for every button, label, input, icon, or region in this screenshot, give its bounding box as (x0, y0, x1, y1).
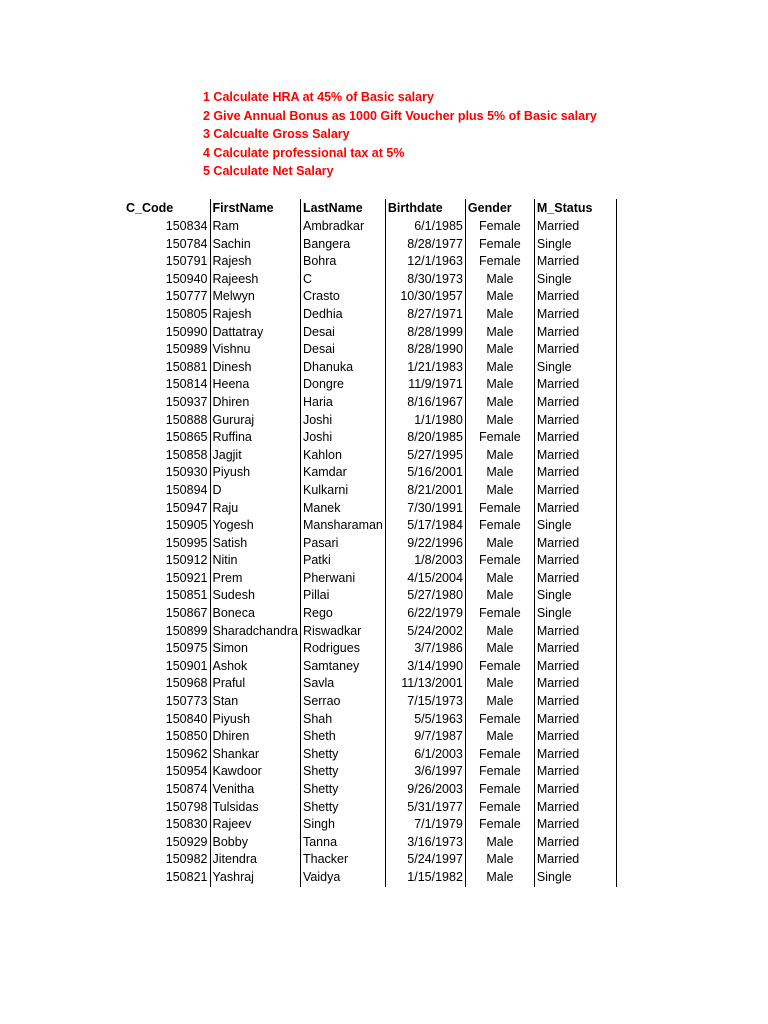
c-code-cell[interactable]: 150989 (165, 342, 208, 357)
instruction-line: 5 Calculate Net Salary (203, 164, 334, 179)
lastname-cell[interactable]: Bohra (300, 253, 385, 271)
birthdate-cell[interactable]: 3/14/1990 (385, 658, 465, 676)
table-row (124, 482, 616, 500)
gender-cell[interactable]: Male (465, 464, 534, 482)
firstname-cell[interactable]: Ram (210, 218, 300, 236)
birthdate-cell[interactable]: 5/31/1977 (385, 799, 465, 817)
table-row (124, 429, 616, 447)
birthdate-cell[interactable]: 1/8/2003 (385, 552, 465, 570)
gender-cell[interactable]: Male (465, 570, 534, 588)
m-status-cell[interactable]: Married (534, 675, 616, 693)
birthdate-cell[interactable]: 8/21/2001 (385, 482, 465, 500)
instruction-line: 1 Calculate HRA at 45% of Basic salary (203, 90, 434, 104)
gender-cell[interactable]: Male (465, 359, 534, 377)
lastname-cell[interactable]: Desai (300, 324, 385, 342)
c-code-cell[interactable]: 150858 (165, 447, 208, 462)
table-row (124, 306, 616, 324)
c-code-cell[interactable]: 150982 (165, 852, 208, 867)
c-code-cell[interactable]: 150968 (165, 676, 208, 691)
table-row (124, 781, 616, 799)
table-row (124, 658, 616, 676)
lastname-cell[interactable]: Joshi (300, 412, 385, 430)
lastname-cell[interactable]: Kulkarni (300, 482, 385, 500)
instruction-line: 4 Calculate professional tax at 5% (203, 145, 405, 160)
gender-cell[interactable]: Male (465, 306, 534, 324)
m-status-cell[interactable]: Married (534, 746, 616, 764)
m-status-cell[interactable]: Single (534, 869, 616, 887)
gender-cell[interactable]: Female (465, 517, 534, 535)
m-status-cell[interactable]: Married (534, 693, 616, 711)
table-row (124, 464, 616, 482)
employee-table (124, 199, 617, 887)
header-row (124, 199, 616, 218)
c-code-cell[interactable]: 150954 (165, 764, 208, 779)
table-row (124, 728, 616, 746)
m-status-cell[interactable]: Married (534, 552, 616, 570)
header-gender[interactable]: Gender (465, 199, 534, 218)
instructions-block (203, 88, 597, 181)
c-code-cell[interactable]: 150865 (165, 430, 208, 445)
m-status-cell[interactable]: Married (534, 535, 616, 553)
table-row (124, 799, 616, 817)
gender-cell[interactable]: Female (465, 763, 534, 781)
lastname-cell[interactable]: Rego (300, 605, 385, 623)
lastname-cell[interactable]: Shetty (300, 781, 385, 799)
table-row (124, 587, 616, 605)
c-code-cell[interactable]: 150930 (165, 465, 208, 480)
birthdate-cell[interactable]: 5/24/2002 (385, 623, 465, 641)
m-status-cell[interactable]: Single (534, 517, 616, 535)
m-status-cell[interactable]: Married (534, 623, 616, 641)
firstname-cell[interactable]: Yogesh (210, 517, 300, 535)
firstname-cell[interactable]: Stan (210, 693, 300, 711)
table-row (124, 623, 616, 641)
c-code-cell[interactable]: 150901 (165, 658, 208, 673)
c-code-cell[interactable]: 150850 (165, 729, 208, 744)
firstname-cell[interactable]: Rajeev (210, 816, 300, 834)
table-row (124, 253, 616, 271)
m-status-cell[interactable]: Married (534, 324, 616, 342)
firstname-cell[interactable]: Yashraj (210, 869, 300, 887)
lastname-cell[interactable]: Serrao (300, 693, 385, 711)
lastname-cell[interactable]: Haria (300, 394, 385, 412)
table-row (124, 324, 616, 342)
birthdate-cell[interactable]: 11/9/1971 (385, 376, 465, 394)
table-row (124, 816, 616, 834)
m-status-cell[interactable]: Married (534, 482, 616, 500)
gender-cell[interactable]: Female (465, 746, 534, 764)
c-code-cell[interactable]: 150830 (165, 817, 208, 832)
firstname-cell[interactable]: Sachin (210, 236, 300, 254)
c-code-cell[interactable]: 150921 (165, 570, 208, 585)
gender-cell[interactable]: Male (465, 834, 534, 852)
birthdate-cell[interactable]: 6/1/1985 (385, 218, 465, 236)
header-m-status[interactable]: M_Status (534, 199, 616, 218)
birthdate-cell[interactable]: 12/1/1963 (385, 253, 465, 271)
c-code-cell[interactable]: 150962 (165, 746, 208, 761)
table-row (124, 711, 616, 729)
m-status-cell[interactable]: Single (534, 605, 616, 623)
m-status-cell[interactable]: Married (534, 658, 616, 676)
m-status-cell[interactable]: Married (534, 447, 616, 465)
lastname-cell[interactable]: Sheth (300, 728, 385, 746)
firstname-cell[interactable]: Jitendra (210, 851, 300, 869)
gender-cell[interactable]: Female (465, 799, 534, 817)
lastname-cell[interactable]: Dongre (300, 376, 385, 394)
m-status-cell[interactable]: Married (534, 816, 616, 834)
gender-cell[interactable]: Male (465, 728, 534, 746)
gender-cell[interactable]: Male (465, 412, 534, 430)
firstname-cell[interactable]: Jagjit (210, 447, 300, 465)
lastname-cell[interactable]: Kahlon (300, 447, 385, 465)
firstname-cell[interactable]: Nitin (210, 552, 300, 570)
lastname-cell[interactable]: Savla (300, 675, 385, 693)
firstname-cell[interactable]: Vishnu (210, 341, 300, 359)
lastname-cell[interactable]: Bangera (300, 236, 385, 254)
m-status-cell[interactable]: Married (534, 306, 616, 324)
table-row (124, 535, 616, 553)
firstname-cell[interactable]: Rajesh (210, 253, 300, 271)
c-code-cell[interactable]: 150888 (165, 412, 208, 427)
table-row (124, 517, 616, 535)
m-status-cell[interactable]: Single (534, 359, 616, 377)
lastname-cell[interactable]: Shetty (300, 799, 385, 817)
m-status-cell[interactable]: Single (534, 587, 616, 605)
birthdate-cell[interactable]: 5/27/1980 (385, 587, 465, 605)
gender-cell[interactable]: Female (465, 236, 534, 254)
birthdate-cell[interactable]: 8/16/1967 (385, 394, 465, 412)
lastname-cell[interactable]: Patki (300, 552, 385, 570)
c-code-cell[interactable]: 150990 (165, 324, 208, 339)
m-status-cell[interactable]: Married (534, 218, 616, 236)
m-status-cell[interactable]: Married (534, 464, 616, 482)
m-status-cell[interactable]: Married (534, 834, 616, 852)
m-status-cell[interactable]: Married (534, 253, 616, 271)
birthdate-cell[interactable]: 1/15/1982 (385, 869, 465, 887)
table-row (124, 447, 616, 465)
gender-cell[interactable]: Male (465, 587, 534, 605)
firstname-cell[interactable]: Prem (210, 570, 300, 588)
birthdate-cell[interactable]: 8/30/1973 (385, 271, 465, 289)
firstname-cell[interactable]: Venitha (210, 781, 300, 799)
lastname-cell[interactable]: Joshi (300, 429, 385, 447)
c-code-cell[interactable]: 150851 (165, 588, 208, 603)
table-row (124, 552, 616, 570)
table-row (124, 763, 616, 781)
firstname-cell[interactable]: Sudesh (210, 587, 300, 605)
table-row (124, 218, 616, 236)
firstname-cell[interactable]: Rajesh (210, 306, 300, 324)
c-code-cell[interactable]: 150995 (165, 535, 208, 550)
firstname-cell[interactable]: Sharadchandra (210, 623, 300, 641)
birthdate-cell[interactable]: 9/26/2003 (385, 781, 465, 799)
lastname-cell[interactable]: Ambradkar (300, 218, 385, 236)
c-code-cell[interactable]: 150814 (165, 377, 208, 392)
m-status-cell[interactable]: Married (534, 711, 616, 729)
gender-cell[interactable]: Male (465, 271, 534, 289)
m-status-cell[interactable]: Single (534, 236, 616, 254)
birthdate-cell[interactable]: 8/28/1990 (385, 341, 465, 359)
firstname-cell[interactable]: Ruffina (210, 429, 300, 447)
c-code-cell[interactable]: 150867 (165, 606, 208, 621)
table-row (124, 288, 616, 306)
table-row (124, 500, 616, 518)
m-status-cell[interactable]: Married (534, 376, 616, 394)
gender-cell[interactable]: Male (465, 851, 534, 869)
firstname-cell[interactable]: Tulsidas (210, 799, 300, 817)
c-code-cell[interactable]: 150805 (165, 306, 208, 321)
gender-cell[interactable]: Female (465, 552, 534, 570)
birthdate-cell[interactable]: 8/20/1985 (385, 429, 465, 447)
table-row (124, 640, 616, 658)
birthdate-cell[interactable]: 8/27/1971 (385, 306, 465, 324)
birthdate-cell[interactable]: 5/24/1997 (385, 851, 465, 869)
table-row (124, 851, 616, 869)
table-row (124, 236, 616, 254)
birthdate-cell[interactable]: 11/13/2001 (385, 675, 465, 693)
table-row (124, 834, 616, 852)
gender-cell[interactable]: Female (465, 429, 534, 447)
firstname-cell[interactable]: Piyush (210, 711, 300, 729)
lastname-cell[interactable]: Manek (300, 500, 385, 518)
birthdate-cell[interactable]: 5/5/1963 (385, 711, 465, 729)
table-row (124, 394, 616, 412)
table-row (124, 570, 616, 588)
header-c-code[interactable]: C_Code (126, 200, 174, 215)
firstname-cell[interactable]: Praful (210, 675, 300, 693)
firstname-cell[interactable]: Ashok (210, 658, 300, 676)
birthdate-cell[interactable]: 7/15/1973 (385, 693, 465, 711)
c-code-cell[interactable]: 150929 (165, 834, 208, 849)
firstname-cell[interactable]: Kawdoor (210, 763, 300, 781)
c-code-cell[interactable]: 150947 (165, 500, 208, 515)
lastname-cell[interactable]: Mansharaman (300, 517, 385, 535)
lastname-cell[interactable]: Singh (300, 816, 385, 834)
table-row (124, 412, 616, 430)
m-status-cell[interactable]: Married (534, 500, 616, 518)
m-status-cell[interactable]: Married (534, 851, 616, 869)
firstname-cell[interactable]: Dattatray (210, 324, 300, 342)
lastname-cell[interactable]: Dedhia (300, 306, 385, 324)
lastname-cell[interactable]: Shetty (300, 746, 385, 764)
lastname-cell[interactable]: Crasto (300, 288, 385, 306)
table-row (124, 675, 616, 693)
lastname-cell[interactable]: Pasari (300, 535, 385, 553)
birthdate-cell[interactable]: 9/22/1996 (385, 535, 465, 553)
c-code-cell[interactable]: 150784 (165, 236, 208, 251)
birthdate-cell[interactable]: 6/22/1979 (385, 605, 465, 623)
lastname-cell[interactable]: Rodrigues (300, 640, 385, 658)
c-code-cell[interactable]: 150912 (165, 553, 208, 568)
firstname-cell[interactable]: Raju (210, 500, 300, 518)
lastname-cell[interactable]: Tanna (300, 834, 385, 852)
lastname-cell[interactable]: Desai (300, 341, 385, 359)
firstname-cell[interactable]: Bobby (210, 834, 300, 852)
lastname-cell[interactable]: Shetty (300, 763, 385, 781)
birthdate-cell[interactable]: 4/15/2004 (385, 570, 465, 588)
gender-cell[interactable]: Male (465, 535, 534, 553)
gender-cell[interactable]: Female (465, 781, 534, 799)
gender-cell[interactable]: Male (465, 376, 534, 394)
gender-cell[interactable]: Male (465, 693, 534, 711)
table-row (124, 376, 616, 394)
gender-cell[interactable]: Male (465, 675, 534, 693)
header-firstname[interactable]: FirstName (210, 199, 300, 218)
lastname-cell[interactable]: Pherwani (300, 570, 385, 588)
c-code-cell[interactable]: 150840 (165, 711, 208, 726)
firstname-cell[interactable]: Dhiren (210, 394, 300, 412)
gender-cell[interactable]: Female (465, 500, 534, 518)
gender-cell[interactable]: Female (465, 711, 534, 729)
birthdate-cell[interactable]: 3/7/1986 (385, 640, 465, 658)
instruction-line: 2 Give Annual Bonus as 1000 Gift Voucher plus 5% of Basic salary (203, 108, 597, 123)
lastname-cell[interactable]: Pillai (300, 587, 385, 605)
birthdate-cell[interactable]: 3/6/1997 (385, 763, 465, 781)
c-code-cell[interactable]: 150937 (165, 394, 208, 409)
birthdate-cell[interactable]: 7/30/1991 (385, 500, 465, 518)
lastname-cell[interactable]: Samtaney (300, 658, 385, 676)
firstname-cell[interactable]: Piyush (210, 464, 300, 482)
table-row (124, 693, 616, 711)
lastname-cell[interactable]: Thacker (300, 851, 385, 869)
gender-cell[interactable]: Male (465, 640, 534, 658)
birthdate-cell[interactable]: 10/30/1957 (385, 288, 465, 306)
gender-cell[interactable]: Male (465, 447, 534, 465)
table-row (124, 359, 616, 377)
m-status-cell[interactable]: Married (534, 429, 616, 447)
c-code-cell[interactable]: 150821 (165, 869, 208, 884)
gender-cell[interactable]: Male (465, 623, 534, 641)
firstname-cell[interactable]: Rajeesh (210, 271, 300, 289)
c-code-cell[interactable]: 150905 (165, 518, 208, 533)
firstname-cell[interactable]: Satish (210, 535, 300, 553)
birthdate-cell[interactable]: 5/16/2001 (385, 464, 465, 482)
firstname-cell[interactable]: Gururaj (210, 412, 300, 430)
gender-cell[interactable]: Male (465, 341, 534, 359)
m-status-cell[interactable]: Married (534, 570, 616, 588)
firstname-cell[interactable]: Melwyn (210, 288, 300, 306)
birthdate-cell[interactable]: 6/1/2003 (385, 746, 465, 764)
gender-cell[interactable]: Female (465, 218, 534, 236)
m-status-cell[interactable]: Married (534, 341, 616, 359)
birthdate-cell[interactable]: 8/28/1999 (385, 324, 465, 342)
c-code-cell[interactable]: 150975 (165, 641, 208, 656)
birthdate-cell[interactable]: 5/17/1984 (385, 517, 465, 535)
birthdate-cell[interactable]: 8/28/1977 (385, 236, 465, 254)
birthdate-cell[interactable]: 9/7/1987 (385, 728, 465, 746)
c-code-cell[interactable]: 150798 (165, 799, 208, 814)
gender-cell[interactable]: Male (465, 869, 534, 887)
m-status-cell[interactable]: Married (534, 799, 616, 817)
m-status-cell[interactable]: Single (534, 271, 616, 289)
c-code-cell[interactable]: 150777 (165, 289, 208, 304)
gender-cell[interactable]: Male (465, 324, 534, 342)
birthdate-cell[interactable]: 7/1/1979 (385, 816, 465, 834)
c-code-cell[interactable]: 150881 (165, 359, 208, 374)
c-code-cell[interactable]: 150874 (165, 782, 208, 796)
header-birthdate[interactable]: Birthdate (385, 199, 465, 218)
firstname-cell[interactable]: Shankar (210, 746, 300, 764)
c-code-cell[interactable]: 150773 (165, 694, 208, 709)
gender-cell[interactable]: Male (465, 482, 534, 500)
table-body (124, 218, 616, 887)
firstname-cell[interactable]: Boneca (210, 605, 300, 623)
lastname-cell[interactable]: Vaidya (300, 869, 385, 887)
gender-cell[interactable]: Female (465, 605, 534, 623)
table-row (124, 271, 616, 289)
m-status-cell[interactable]: Married (534, 763, 616, 781)
firstname-cell[interactable]: Heena (210, 376, 300, 394)
m-status-cell[interactable]: Married (534, 288, 616, 306)
firstname-cell[interactable]: Dhiren (210, 728, 300, 746)
m-status-cell[interactable]: Married (534, 394, 616, 412)
firstname-cell[interactable]: Simon (210, 640, 300, 658)
c-code-cell[interactable]: 150791 (165, 254, 208, 269)
c-code-cell[interactable]: 150940 (165, 271, 208, 286)
lastname-cell[interactable]: Riswadkar (300, 623, 385, 641)
lastname-cell[interactable]: Kamdar (300, 464, 385, 482)
gender-cell[interactable]: Male (465, 394, 534, 412)
m-status-cell[interactable]: Married (534, 412, 616, 430)
birthdate-cell[interactable]: 3/16/1973 (385, 834, 465, 852)
table-row (124, 605, 616, 623)
gender-cell[interactable]: Male (465, 288, 534, 306)
table-row (124, 746, 616, 764)
birthdate-cell[interactable]: 1/21/1983 (385, 359, 465, 377)
lastname-cell[interactable]: Dhanuka (300, 359, 385, 377)
birthdate-cell[interactable]: 5/27/1995 (385, 447, 465, 465)
c-code-cell[interactable]: 150894 (165, 482, 208, 497)
m-status-cell[interactable]: Married (534, 728, 616, 746)
instruction-line: 3 Calcualte Gross Salary (203, 127, 350, 142)
lastname-cell[interactable]: C (300, 271, 385, 289)
m-status-cell[interactable]: Married (534, 640, 616, 658)
gender-cell[interactable]: Female (465, 658, 534, 676)
firstname-cell[interactable]: D (210, 482, 300, 500)
table-row (124, 869, 616, 887)
table-row (124, 341, 616, 359)
gender-cell[interactable]: Female (465, 253, 534, 271)
m-status-cell[interactable]: Married (534, 781, 616, 799)
gender-cell[interactable]: Female (465, 816, 534, 834)
firstname-cell[interactable]: Dinesh (210, 359, 300, 377)
c-code-cell[interactable]: 150834 (165, 219, 208, 233)
birthdate-cell[interactable]: 1/1/1980 (385, 412, 465, 430)
c-code-cell[interactable]: 150899 (165, 623, 208, 638)
lastname-cell[interactable]: Shah (300, 711, 385, 729)
header-lastname[interactable]: LastName (300, 199, 385, 218)
